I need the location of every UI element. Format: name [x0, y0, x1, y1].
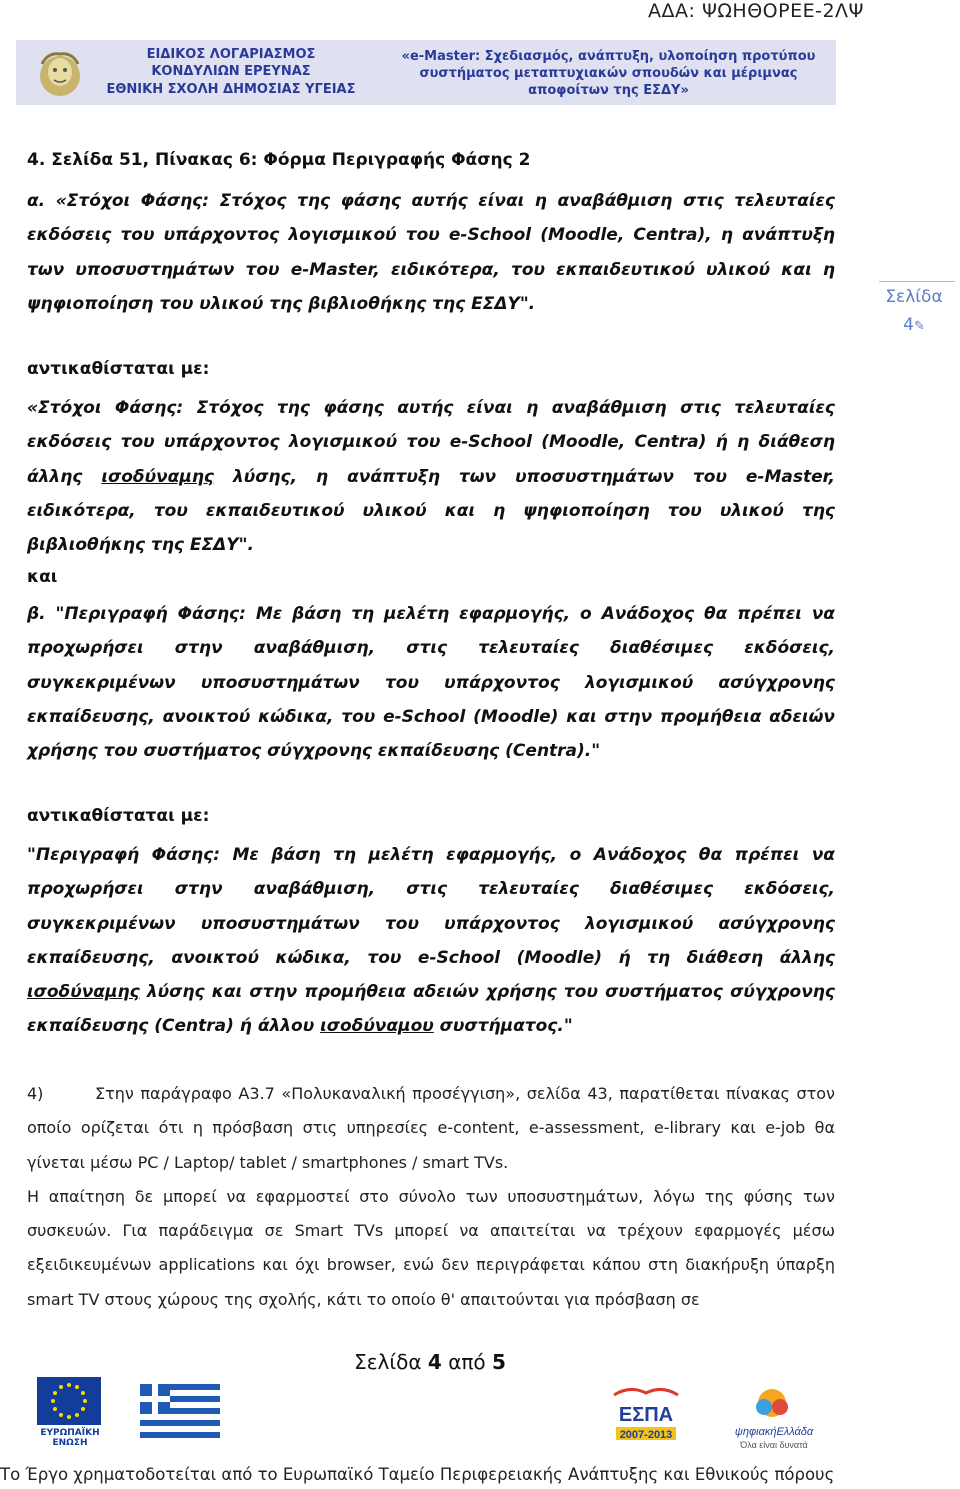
school-logo-icon	[34, 46, 86, 100]
digital-greece-logo	[712, 1383, 836, 1469]
espa-logo	[610, 1385, 682, 1443]
eu-label: ΕΥΡΩΠΑΪΚΗ ΕΝΩΣΗ	[40, 1428, 100, 1448]
document-header	[16, 40, 836, 105]
paragraph-beta-replacement: "Περιγραφή Φάσης: Με βάση τη μελέτη εφαρμογής, ο Ανάδοχος θα πρέπει να προχωρήσει στην αναβάθμιση, στις τελευταίες διαθέσιμες εκδόσεις, συγκεκριμένων υποσυστημάτων του υπάρχοντος λογισμικού ασύγχρονης εκπαίδευσης, ανοικτού κώδικα, του e-School (Moodle) ή τη διάθεση άλλης ισοδύναμης λύσης και στην προμήθεια αδειών χρήσης του συστήματος σύγχρονης εκπαίδευσης (Centra) ή άλλου ισοδύναμου συστήματος."	[27, 845, 835, 1037]
paragraph-beta-original: β. "Περιγραφή Φάσης: Με βάση τη μελέτη εφαρμογής, ο Ανάδοχος θα πρέπει να προχωρήσει στην αναβάθμιση, στις τελευταίες διαθέσιμες εκδόσεις, συγκεκριμένων υποσυστημάτων του υπάρχοντος λογισμικού ασύγχρονης εκπαίδευσης, ανοικτού κώδικα, του e-School (Moodle) και στην προμήθεια αδειών χρήσης του συστήματος σύγχρονης εκπαίδευσης (Centra)."	[27, 604, 835, 762]
header-organization	[86, 46, 376, 98]
footer-page-number: Σελίδα 4 από 5	[354, 1350, 506, 1374]
header-right-line-3: αποφοίτων της ΕΣΔΥ»	[528, 83, 689, 98]
margin-page-number: 4✎	[903, 315, 925, 335]
replace-label-1: αντικαθίσταται με:	[27, 359, 210, 379]
digital-label: ψηφιακήΕλλάδα	[734, 1426, 814, 1438]
replace-label-2: αντικαθίσταται με:	[27, 806, 210, 826]
margin-page-indicator	[884, 283, 944, 341]
header-left-line-2: ΚΟΝΔΥΛΙΩΝ ΕΡΕΥΝΑΣ	[151, 64, 311, 79]
funding-statement: Το Έργο χρηματοδοτείται από το Ευρωπαϊκό Ταμείο Περιφερειακής Ανάπτυξης και Εθνικούς πόρους	[0, 1465, 835, 1484]
pencil-icon: ✎	[913, 319, 925, 334]
header-left-line-1: ΕΙΔΙΚΟΣ ΛΟΓΑΡΙΑΣΜΟΣ	[146, 47, 316, 62]
greek-flag-icon	[140, 1384, 220, 1438]
paragraph-4	[27, 1077, 835, 1317]
margin-page-label: Σελίδα	[885, 287, 943, 307]
digital-subtitle: Όλα είναι δυνατά	[740, 1440, 808, 1450]
espa-label: ΕΣΠΑ	[618, 1404, 674, 1426]
margin-divider	[879, 281, 955, 282]
paragraph-4-first: 4) Στην παράγραφο Α3.7 «Πολυκαναλική προσέγγιση», σελίδα 43, παρατίθεται πίνακας στον οποίο ορίζεται ότι η πρόσβαση στις υπηρεσίες e-content, e-assessment, e-library και e-job θα γίνεται μέσω PC / Laptop/ tablet / smartphones / smart TVs.	[27, 1084, 835, 1172]
header-right-line-1: «e-Master: Σχεδιασμός, ανάπτυξη, υλοποίηση προτύπου	[401, 49, 816, 64]
header-right-line-2: συστήματος μεταπτυχιακών σπουδών και μέριμνας	[419, 66, 798, 81]
espa-years: 2007-2013	[619, 1429, 673, 1441]
ada-code: ΑΔΑ: ΨΩΗΘΟΡΕΕ-2ΛΨ	[648, 0, 864, 22]
paragraph-alpha-original: α. «Στόχοι Φάσης: Στόχος της φάσης αυτής είναι η αναβάθμιση στις τελευταίες εκδόσεις του υπάρχοντος λογισμικού του e-School (Moodle, Centra), η ανάπτυξη των υποσυστημάτων του e-Master, ειδικότερα, του εκπαιδευτικού υλικού και η ψηφιοποίηση του υλικού της βιβλιοθήκης της ΕΣΔΥ".	[27, 191, 835, 314]
section-title: 4. Σελίδα 51, Πίνακας 6: Φόρμα Περιγραφής Φάσης 2	[27, 150, 531, 170]
header-project-title	[386, 48, 831, 99]
and-label: και	[27, 567, 58, 587]
paragraph-alpha-replacement: «Στόχοι Φάσης: Στόχος της φάσης αυτής είναι η αναβάθμιση στις τελευταίες εκδόσεις του υπάρχοντος λογισμικού του e-School (Moodle, Centra) ή η διάθεση άλλης ισοδύναμης λύσης, η ανάπτυξη των υποσυστημάτων του e-Master, ειδικότερα, του εκπαιδευτικού υλικού και η ψηφιοποίηση του υλικού της βιβλιοθήκης της ΕΣΔΥ".	[27, 398, 835, 556]
header-left-line-3: ΕΘΝΙΚΗ ΣΧΟΛΗ ΔΗΜΟΣΙΑΣ ΥΓΕΙΑΣ	[106, 82, 356, 97]
paragraph-4-second: Η απαίτηση δε μπορεί να εφαρμοστεί στο σύνολο των υποσυστημάτων, λόγω της φύσης των συσκευών. Για παράδειγμα σε Smart TVs μπορεί να απαιτείται να τρέχουν εφαρμογές μέσω εξειδικευμένων applications και όχι browser, ενώ δεν περιγράφεται κάπου στη διακήρυξη ύπαρξη smart TV στους χώρους της σχολής, κάτι το οποίο θ' απαιτούνται για πρόσβαση σε	[27, 1186, 835, 1309]
eu-flag-icon	[37, 1377, 101, 1425]
